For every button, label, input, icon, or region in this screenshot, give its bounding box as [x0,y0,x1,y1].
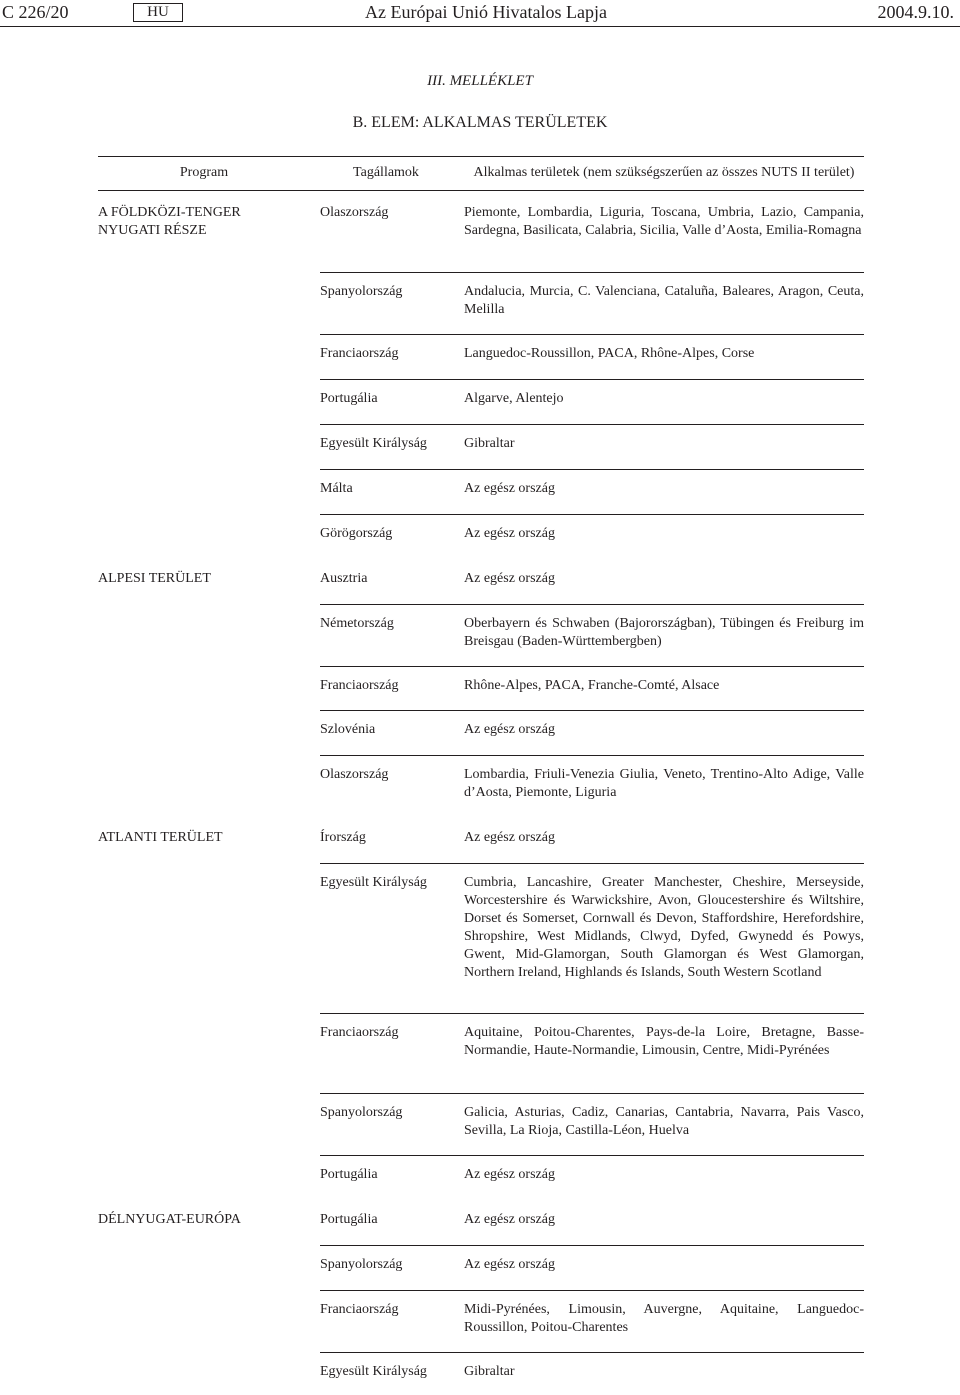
regions-cell: Galicia, Asturias, Cadiz, Canarias, Cantabria, Navarra, Pais Vasco, Sevilla, La Rioja, Castilla-Léon, Huelva [464,1105,864,1138]
regions-cell: Rhône-Alpes, PACA, Franche-Comté, Alsace [464,678,720,693]
regions-cell: Az egész ország [464,722,555,737]
row-separator [320,424,864,425]
row-separator [320,1352,864,1353]
regions-cell: Aquitaine, Poitou-Charentes, Pays-de-la Loire, Bretagne, Basse-Normandie, Haute-Normandie, Limousin, Centre, Midi-Pyrénées [464,1025,864,1058]
row-separator [320,666,864,667]
member-state-cell: Írország [320,830,366,845]
regions-cell: Andalucia, Murcia, C. Valenciana, Cataluña, Baleares, Aragon, Ceuta, Melilla [464,284,864,317]
member-state-cell: Franciaország [320,1025,399,1040]
regions-cell: Algarve, Alentejo [464,391,564,406]
member-state-cell: Olaszország [320,205,389,220]
column-header-regions: Alkalmas területek (nem szükségszerűen az összes NUTS II terület) [473,165,855,180]
row-separator [320,755,864,756]
page-reference: C 226/20 [2,2,69,22]
page-header [0,0,960,26]
member-state-cell: Spanyolország [320,1257,403,1272]
member-state-cell: Egyesült Királyság [320,1364,427,1379]
member-state-cell: Franciaország [320,678,399,693]
header-rule [0,26,960,27]
publication-date: 2004.9.10. [877,2,954,22]
regions-cell: Oberbayern és Schwaben (Bajorországban), Tübingen és Freiburg im Breisgau (Baden-Württembergben) [464,616,864,649]
row-separator [320,710,864,711]
column-header-member-states: Tagállamok [353,165,419,180]
member-state-cell: Franciaország [320,1302,399,1317]
member-state-cell: Portugália [320,1167,378,1182]
row-separator [320,1155,864,1156]
row-separator [320,1013,864,1014]
program-cell: A FÖLDKÖZI-TENGER NYUGATI RÉSZE [98,205,241,238]
member-state-cell: Olaszország [320,767,389,782]
row-separator [320,604,864,605]
row-separator [320,469,864,470]
member-state-cell: Málta [320,481,353,496]
row-separator [320,1290,864,1291]
regions-cell: Gibraltar [464,1364,515,1379]
row-separator [320,1245,864,1246]
member-state-cell: Portugália [320,1212,378,1227]
member-state-cell: Franciaország [320,346,399,361]
row-separator [320,379,864,380]
member-state-cell: Spanyolország [320,1105,403,1120]
regions-cell: Az egész ország [464,1257,555,1272]
regions-cell: Az egész ország [464,481,555,496]
program-cell: ALPESI TERÜLET [98,571,211,586]
column-header-rule [98,190,864,191]
regions-cell: Az egész ország [464,571,555,586]
regions-cell: Cumbria, Lancashire, Greater Manchester, Cheshire, Merseyside, Worcestershire és Warwickshire, Avon, Gloucestershire és Wiltshire, Dorset és Somerset, Cornwall és Devon, Staffordshire, Herefordshire, Shropshire, West Midlands, Clwyd, Dyfed, Gwynedd és Powys, Gwent, Mid-Glamorgan, South Glamorgan és West Glamorgan, Northern Ireland, Highlands és Islands, South Western Scotland [464,875,864,980]
regions-cell: Az egész ország [464,526,555,541]
regions-cell: Az egész ország [464,830,555,845]
program-cell: DÉLNYUGAT-EURÓPA [98,1212,241,1227]
member-state-cell: Ausztria [320,571,368,586]
regions-cell: Gibraltar [464,436,515,451]
program-cell: ATLANTI TERÜLET [98,830,223,845]
part-title: B. ELEM: ALKALMAS TERÜLETEK [352,114,608,131]
table-top-rule [98,156,864,157]
member-state-cell: Szlovénia [320,722,376,737]
language-box: HU [133,3,183,22]
regions-cell: Az egész ország [464,1212,555,1227]
regions-cell: Midi-Pyrénées, Limousin, Auvergne, Aquitaine, Languedoc-Roussillon, Poitou-Charentes [464,1302,864,1335]
regions-cell: Az egész ország [464,1167,555,1182]
regions-cell: Piemonte, Lombardia, Liguria, Toscana, Umbria, Lazio, Campania, Sardegna, Basilicata, Calabria, Sicilia, Valle d’Aosta, Emilia-Romagna [464,205,864,238]
member-state-cell: Németország [320,616,394,631]
regions-cell: Lombardia, Friuli-Venezia Giulia, Veneto, Trentino-Alto Adige, Valle d’Aosta, Piemonte, Liguria [464,767,864,800]
row-separator [320,334,864,335]
row-separator [320,514,864,515]
member-state-cell: Görögország [320,526,393,541]
row-separator [320,272,864,273]
regions-cell: Languedoc-Roussillon, PACA, Rhône-Alpes, Corse [464,346,755,361]
member-state-cell: Egyesült Királyság [320,875,427,890]
row-separator [320,1093,864,1094]
member-state-cell: Spanyolország [320,284,403,299]
annex-title: III. MELLÉKLET [427,73,533,89]
journal-title: Az Európai Unió Hivatalos Lapja [365,2,607,22]
member-state-cell: Portugália [320,391,378,406]
column-header-program: Program [179,165,229,180]
row-separator [320,863,864,864]
member-state-cell: Egyesült Királyság [320,436,427,451]
